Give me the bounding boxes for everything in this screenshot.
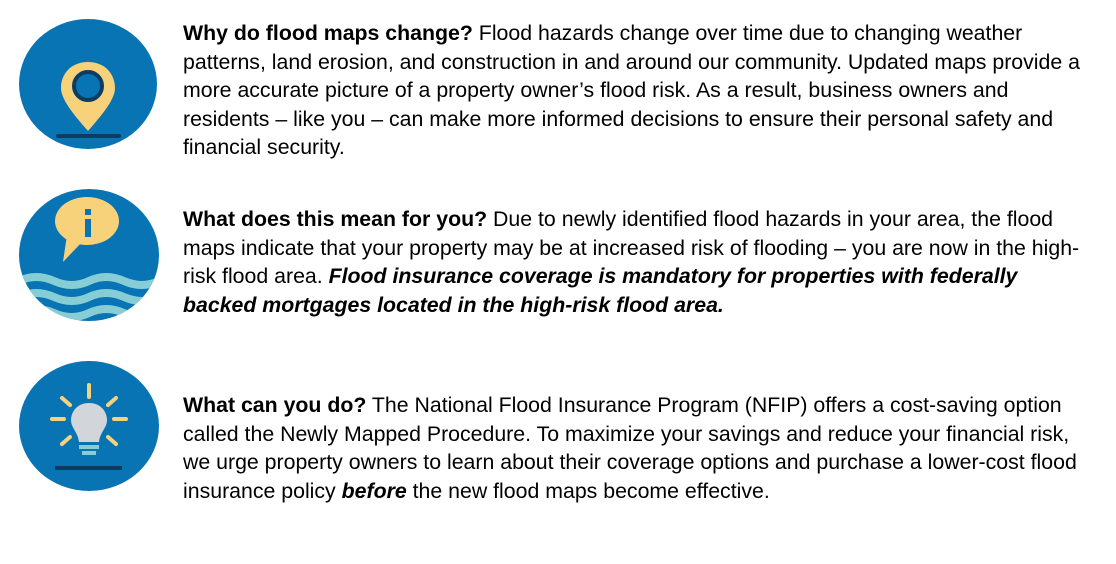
section-heading: What does this mean for you? xyxy=(183,207,488,231)
section-heading: What can you do? xyxy=(183,393,367,417)
mandatory-coverage-notice: Flood insurance coverage is mandatory for properties with federally backed mortgages located in the high-risk flood area. xyxy=(183,264,1018,317)
section-body: The National Flood Insurance Program (NFIP) offers a cost-saving option called the Newly Mapped Procedure. To maximize your savings and reduce your financial risk, we urge property owners to learn about their coverage options and purchase a lower-cost flood insurance policy xyxy=(183,393,1077,503)
section-why-maps-change xyxy=(183,19,1083,162)
section-what-you-can-do xyxy=(183,391,1083,505)
section-body: Due to newly identified flood hazards in your area, the flood maps indicate that your property may be at increased risk of flooding – you are now in the high-risk flood area. xyxy=(183,207,1080,288)
section-body-end: the new flood maps become effective. xyxy=(406,478,770,503)
info-bubble-water-icon xyxy=(19,189,159,321)
section-body: Flood hazards change over time due to changing weather patterns, land erosion, and construction in and around our community. Updated maps provide a more accurate picture of a property owner’s flood risk. As a result, business owners and residents – like you – can make more informed decisions to ensure their personal safety and financial security. xyxy=(183,21,1080,159)
emphasis-before: before xyxy=(341,478,407,503)
lightbulb-icon xyxy=(19,360,159,492)
map-pin-icon xyxy=(19,18,159,150)
section-what-it-means xyxy=(183,205,1083,319)
section-heading: Why do flood maps change? xyxy=(183,21,473,45)
